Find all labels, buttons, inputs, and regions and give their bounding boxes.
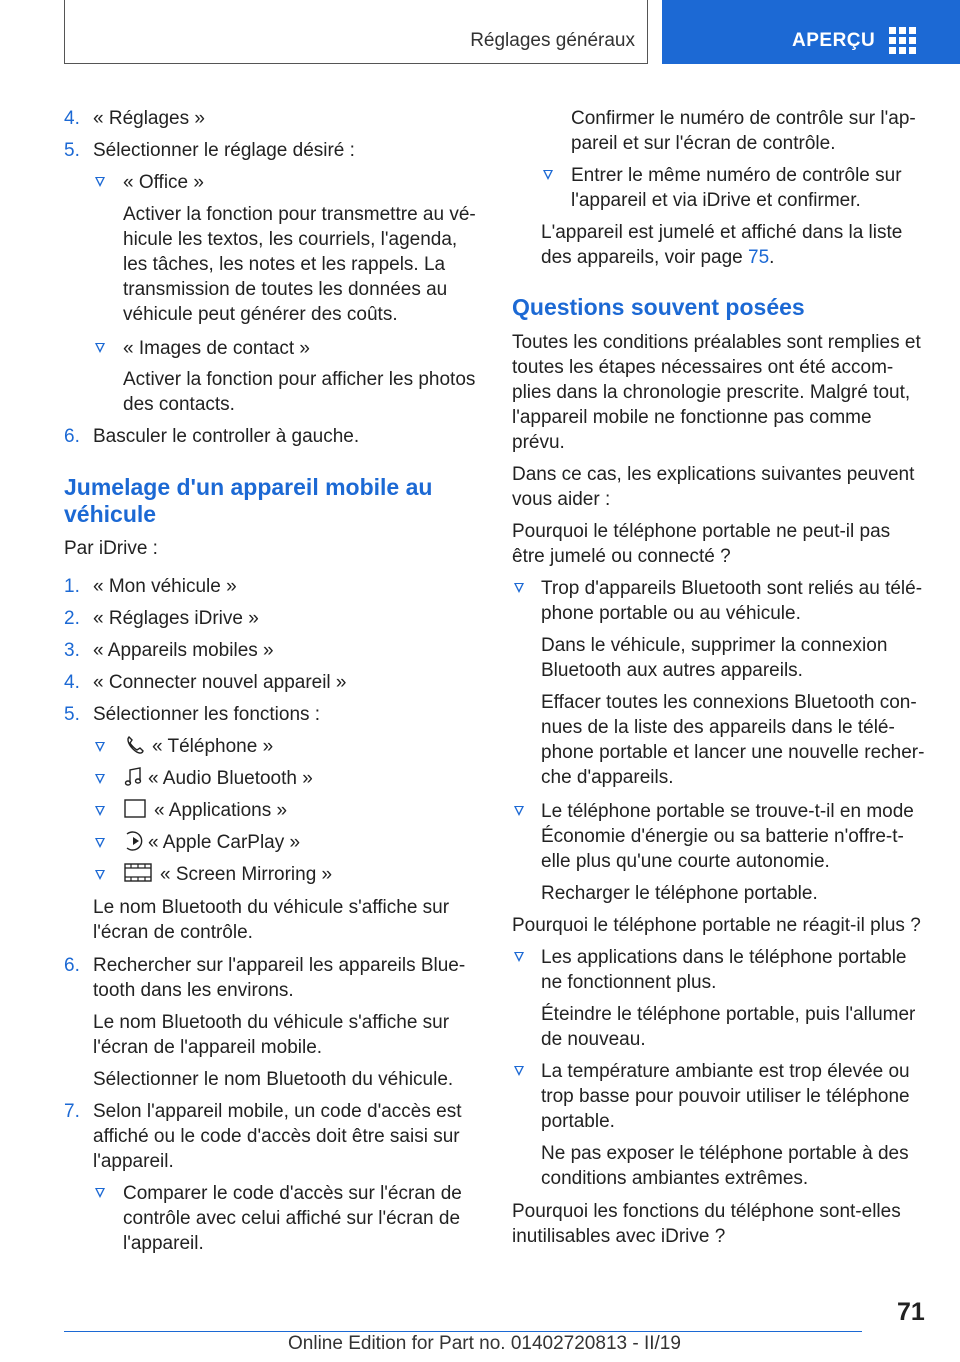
paragraph-line: Toutes les conditions préalables sont remplies et	[512, 332, 921, 353]
step-text: « Appareils mobiles »	[93, 640, 274, 661]
paragraph-line: vous aider :	[512, 489, 611, 510]
option-description-line: hicule les textos, les courriels, l'agenda,	[123, 229, 458, 250]
step-text: l'appareil.	[93, 1151, 174, 1172]
bullet-triangle-icon	[95, 742, 105, 752]
list-number: 2.	[64, 608, 80, 629]
question-text: Pourquoi le téléphone portable ne peut-il pas	[512, 521, 891, 542]
answer-text: Ne pas exposer le téléphone portable à des	[541, 1143, 909, 1164]
question-text: inutilisables avec iDrive ?	[512, 1226, 726, 1247]
question-text: Pourquoi le téléphone portable ne réagit-il plus ?	[512, 915, 921, 936]
step-text: affiché ou le code d'accès doit être saisi sur	[93, 1126, 460, 1147]
answer-text: portable.	[541, 1111, 615, 1132]
paragraph-line: prévu.	[512, 432, 565, 453]
option-label: « Images de contact »	[123, 338, 310, 359]
step-text: « Connecter nouvel appareil »	[93, 672, 347, 693]
note-line: l'écran de l'appareil mobile.	[93, 1037, 323, 1058]
step-text: « Réglages iDrive »	[93, 608, 259, 629]
bullet-triangle-icon	[95, 838, 105, 848]
bullet-triangle-icon	[95, 177, 105, 187]
bullet-triangle-icon	[95, 774, 105, 784]
footer-divider	[64, 1331, 862, 1332]
step-text: Sélectionner le réglage désiré :	[93, 140, 355, 161]
option-description-line: Activer la fonction pour transmettre au vé-	[123, 204, 476, 225]
step-text: Rechercher sur l'appareil les appareils Blue-	[93, 955, 466, 976]
question-text: être jumelé ou connecté ?	[512, 546, 731, 567]
bullet-triangle-icon	[95, 806, 105, 816]
function-label: « Screen Mirroring »	[160, 864, 333, 885]
answer-text: Éteindre le téléphone portable, puis l'allumer	[541, 1004, 916, 1025]
list-number: 5.	[64, 140, 80, 161]
step-text: « Réglages »	[93, 108, 205, 129]
answer-text: ne fonctionnent plus.	[541, 972, 717, 993]
answer-text: Recharger le téléphone portable.	[541, 883, 818, 904]
bullet-triangle-icon	[514, 1066, 524, 1076]
bullet-triangle-icon	[514, 952, 524, 962]
phone-icon	[124, 734, 146, 756]
step-text: « Mon véhicule »	[93, 576, 237, 597]
function-label: « Applications »	[154, 800, 288, 821]
answer-text: nues de la liste des appareils dans le télé-	[541, 717, 895, 738]
note-line: l'écran de contrôle.	[93, 922, 253, 943]
paragraph-line: Dans ce cas, les explications suivantes peuvent	[512, 464, 915, 485]
note-line: Sélectionner le nom Bluetooth du véhicule.	[93, 1069, 454, 1090]
bullet-triangle-icon	[543, 170, 553, 180]
function-label: « Audio Bluetooth »	[148, 768, 313, 789]
bullet-text: Comparer le code d'accès sur l'écran de	[123, 1183, 462, 1204]
answer-text: Bluetooth aux autres appareils.	[541, 660, 803, 681]
answer-text: che d'appareils.	[541, 767, 674, 788]
intro-text: Par iDrive :	[64, 538, 158, 559]
answer-text: Économie d'énergie ou sa batterie n'offre-t-	[541, 826, 904, 847]
header-section-box	[64, 0, 648, 64]
option-description-line: les tâches, les notes et les rappels. La	[123, 254, 446, 275]
step-text: Basculer le controller à gauche.	[93, 426, 360, 447]
option-description-line: des contacts.	[123, 394, 235, 415]
bullet-text: Entrer le même numéro de contrôle sur	[571, 165, 902, 186]
paragraph-line: toutes les étapes nécessaires ont été accom-	[512, 357, 894, 378]
option-description-line: véhicule peut générer des coûts.	[123, 304, 398, 325]
result-text: L'appareil est jumelé et affiché dans la liste	[541, 222, 903, 243]
answer-text: Effacer toutes les connexions Bluetooth con-	[541, 692, 917, 713]
bullet-triangle-icon	[95, 1188, 105, 1198]
answer-text: conditions ambiantes extrêmes.	[541, 1168, 809, 1189]
bullet-text: contrôle avec celui affiché sur l'écran de	[123, 1208, 461, 1229]
answer-text: elle plus qu'une courte autonomie.	[541, 851, 830, 872]
edition-text: Online Edition for Part no. 01402720813 - II/19	[288, 1333, 681, 1354]
answer-text: phone portable ou au véhicule.	[541, 603, 801, 624]
list-number: 7.	[64, 1101, 80, 1122]
list-number: 1.	[64, 576, 80, 597]
carplay-icon	[124, 831, 146, 851]
bullet-text: Confirmer le numéro de contrôle sur l'ap-	[571, 108, 916, 129]
option-label: « Office »	[123, 172, 204, 193]
paragraph-line: plies dans la chronologie prescrite. Malgré tout,	[512, 382, 911, 403]
answer-text: trop basse pour pouvoir utiliser le téléphone	[541, 1086, 910, 1107]
list-number: 3.	[64, 640, 80, 661]
answer-text: de nouveau.	[541, 1029, 646, 1050]
overview-tab[interactable]	[662, 0, 960, 64]
screen-mirroring-icon	[124, 863, 152, 883]
note-line: Le nom Bluetooth du véhicule s'affiche sur	[93, 1012, 450, 1033]
section-heading: Questions souvent posées	[512, 294, 805, 320]
answer-text: Dans le véhicule, supprimer la connexion	[541, 635, 888, 656]
result-text: des appareils, voir page 75.	[541, 247, 775, 268]
answer-text: Trop d'appareils Bluetooth sont reliés au télé-	[541, 578, 923, 599]
function-label: « Apple CarPlay »	[148, 832, 301, 853]
bullet-text: pareil et sur l'écran de contrôle.	[571, 133, 836, 154]
question-text: Pourquoi les fonctions du téléphone sont-elles	[512, 1201, 901, 1222]
overview-tab-label: APERÇU	[792, 30, 876, 51]
page-number: 71	[897, 1298, 925, 1326]
music-note-icon	[124, 766, 144, 788]
applications-icon	[124, 799, 146, 819]
section-heading: Jumelage d'un appareil mobile au	[64, 474, 433, 500]
bullet-triangle-icon	[95, 870, 105, 880]
section-title: Réglages généraux	[470, 30, 635, 51]
bullet-triangle-icon	[95, 343, 105, 353]
list-number: 5.	[64, 704, 80, 725]
bullet-triangle-icon	[514, 806, 524, 816]
option-description-line: transmission de toutes les données au	[123, 279, 448, 300]
step-text: Selon l'appareil mobile, un code d'accès est	[93, 1101, 462, 1122]
note-line: Le nom Bluetooth du véhicule s'affiche sur	[93, 897, 450, 918]
section-heading: véhicule	[64, 501, 157, 527]
step-text: tooth dans les environs.	[93, 980, 294, 1001]
list-number: 4.	[64, 672, 80, 693]
answer-text: La température ambiante est trop élevée ou	[541, 1061, 910, 1082]
answer-text: Le téléphone portable se trouve-t-il en mode	[541, 801, 914, 822]
answer-text: Les applications dans le téléphone portable	[541, 947, 907, 968]
bullet-triangle-icon	[514, 583, 524, 593]
bullet-text: l'appareil et via iDrive et confirmer.	[571, 190, 861, 211]
grid-icon	[889, 27, 917, 55]
function-label: « Téléphone »	[152, 736, 274, 757]
answer-text: phone portable et lancer une nouvelle recher-	[541, 742, 925, 763]
step-text: Sélectionner les fonctions :	[93, 704, 321, 725]
list-number: 4.	[64, 108, 80, 129]
list-number: 6.	[64, 955, 80, 976]
bullet-text: l'appareil.	[123, 1233, 204, 1254]
paragraph-line: l'appareil mobile ne fonctionne pas comme	[512, 407, 872, 428]
page-link[interactable]: 75	[748, 247, 770, 268]
option-description-line: Activer la fonction pour afficher les photos	[123, 369, 476, 390]
list-number: 6.	[64, 426, 80, 447]
